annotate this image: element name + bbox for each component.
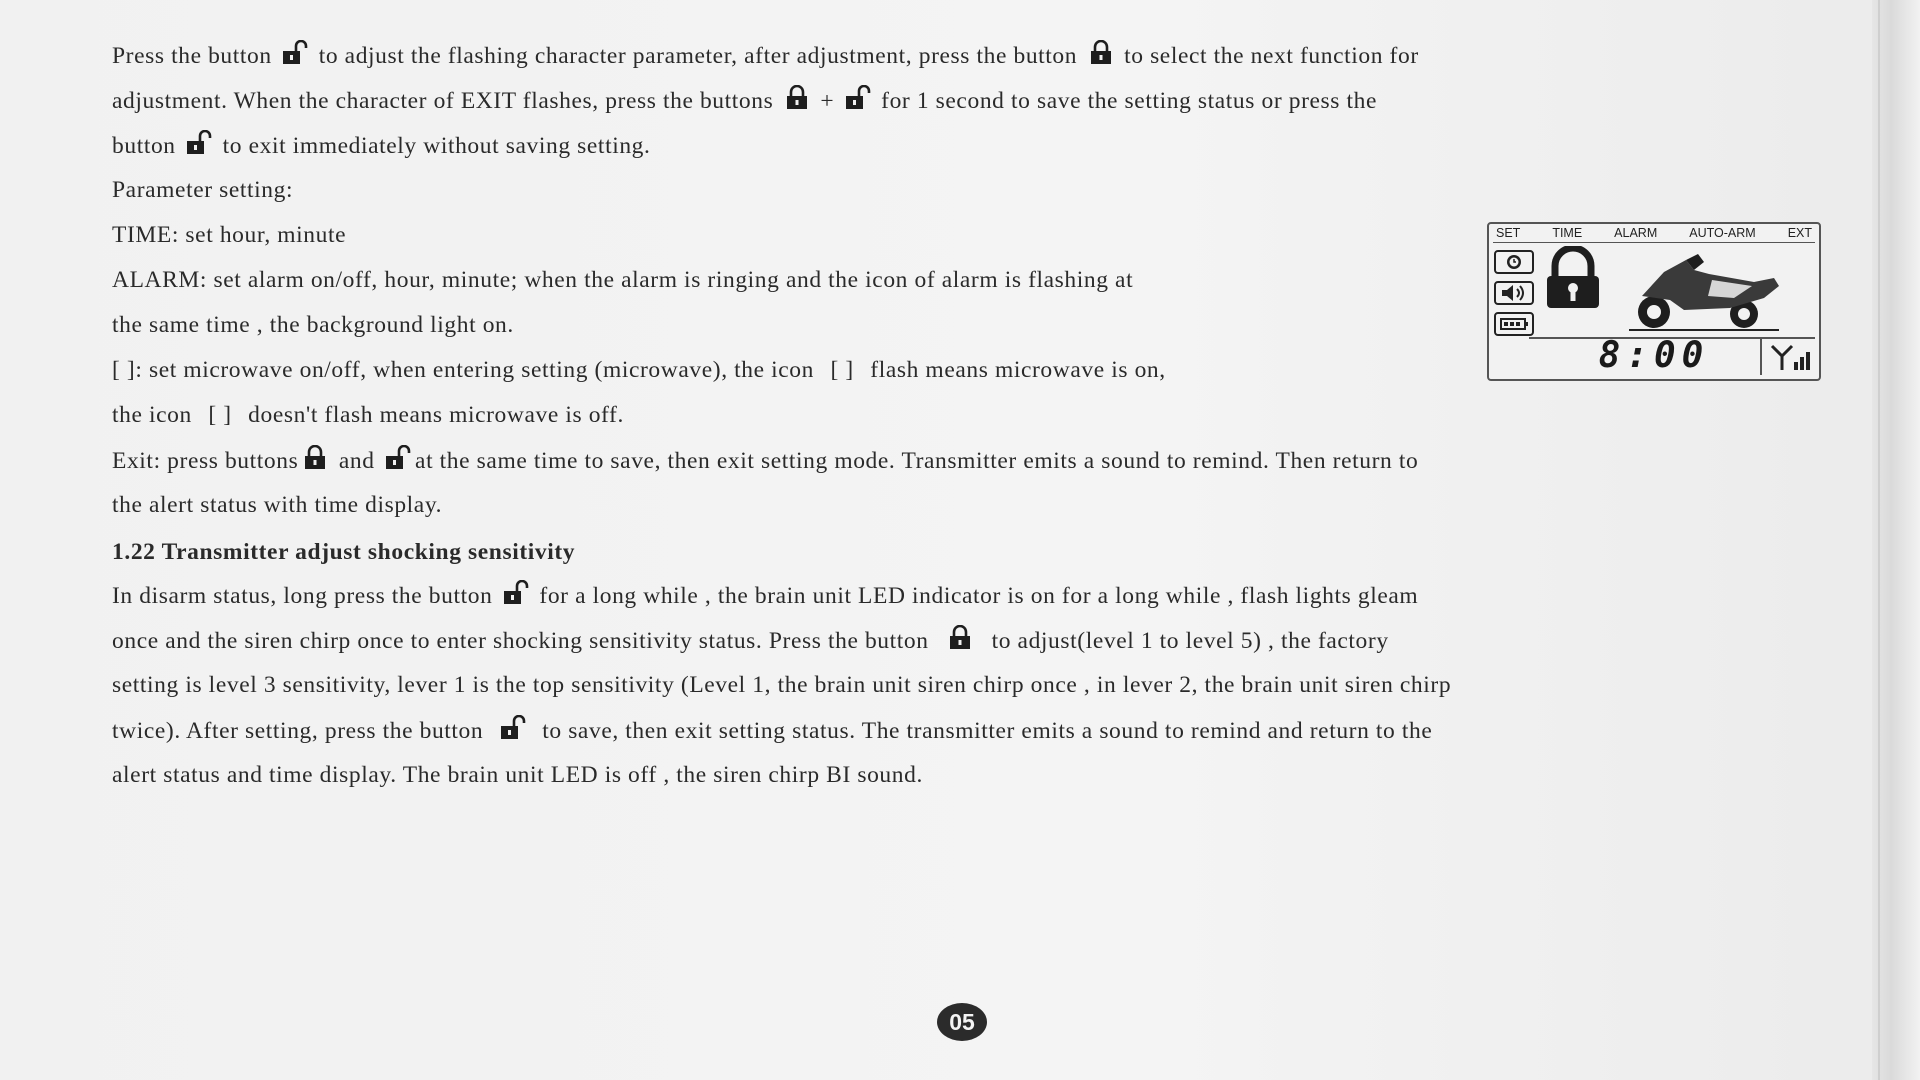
text-segment: and: [338, 448, 375, 474]
lcd-label-alarm: ALARM: [1614, 226, 1658, 240]
instruction-line: [112, 130, 651, 161]
section-heading: 1.22 Transmitter adjust shocking sensitivity: [112, 539, 576, 565]
instruction-line: [112, 40, 1419, 71]
lock-open-icon: [186, 130, 212, 156]
text-segment: In disarm status, long press the button: [112, 583, 493, 609]
alarm-parameter: ALARM: set alarm on/off, hour, minute; when the alarm is ringing and the icon of alarm is flashing at: [112, 267, 1134, 293]
bracket-symbol: [ ]: [208, 402, 232, 428]
exit-parameter: [112, 445, 1418, 476]
lock-open-icon: [845, 85, 871, 111]
text-segment: at the same time to save, then exit setting mode. Transmitter emits a sound to remind. Then return to: [415, 448, 1419, 474]
text-segment: to adjust the flashing character parameter, after adjustment, press the button: [318, 43, 1078, 69]
lcd-divider: [1760, 337, 1762, 375]
battery-icon: [1494, 312, 1534, 336]
lcd-label-ext: EXT: [1787, 226, 1812, 240]
bracket-symbol: [ ]: [830, 357, 854, 383]
padlock-icon: [1541, 246, 1605, 310]
text-segment: for 1 second to save the setting status or press the: [881, 88, 1378, 114]
text-segment: to select the next function for: [1124, 43, 1419, 69]
section-line: [112, 715, 1432, 746]
instruction-line: [112, 85, 1377, 116]
motorcycle-icon: [1624, 252, 1784, 334]
lock-closed-icon: [1088, 40, 1114, 66]
lock-closed-icon: [947, 625, 973, 651]
lcd-time-readout: 8:00: [1598, 335, 1710, 376]
section-line: [112, 580, 1418, 611]
alarm-parameter-continued: the same time , the background light on.: [112, 312, 514, 338]
lcd-label-auto-arm: AUTO-ARM: [1689, 226, 1756, 240]
lcd-label-time: TIME: [1552, 226, 1583, 240]
text-segment: Press the button: [112, 43, 272, 69]
page-fold-line: [1878, 0, 1880, 1080]
exit-parameter-continued: the alert status with time display.: [112, 492, 443, 518]
text-segment: adjustment. When the character of EXIT flashes, press the buttons: [112, 88, 774, 114]
lock-closed-icon: [302, 445, 328, 471]
text-segment: ]: set microwave on/off, when entering setting (microwave), the icon: [126, 357, 814, 383]
lock-open-icon: [500, 715, 526, 741]
text-segment: twice). After setting, press the button: [112, 718, 484, 744]
alarm-clock-icon: [1494, 250, 1534, 274]
speaker-icon: [1494, 281, 1534, 305]
section-line: setting is level 3 sensitivity, lever 1 is the top sensitivity (Level 1, the brain unit siren chirp once , in lever 2, the brain unit siren chirp: [112, 672, 1452, 698]
lcd-mode-labels: [1493, 226, 1815, 243]
text-segment: doesn't flash means microwave is off.: [248, 402, 624, 428]
time-parameter: TIME: set hour, minute: [112, 222, 347, 248]
text-segment: once and the siren chirp once to enter shocking sensitivity status. Press the button: [112, 628, 929, 654]
text-segment: button: [112, 133, 176, 159]
page-number: 05: [937, 1003, 987, 1041]
lcd-label-set: SET: [1496, 226, 1521, 240]
lcd-display-illustration: [1487, 222, 1821, 381]
lock-open-icon: [385, 445, 411, 471]
bracket-symbol: [: [112, 357, 121, 383]
lock-open-icon: [503, 580, 529, 606]
signal-antenna-icon: [1770, 342, 1812, 372]
text-segment: for a long while , the brain unit LED indicator is on for a long while , flash lights gleam: [539, 583, 1419, 609]
section-line: alert status and time display. The brain unit LED is off , the siren chirp BI sound.: [112, 762, 923, 788]
section-line: [112, 625, 1389, 656]
text-segment: to exit immediately without saving setting.: [222, 133, 651, 159]
text-segment: to adjust(level 1 to level 5) , the factory: [991, 628, 1389, 654]
microwave-parameter: [112, 355, 1166, 385]
text-segment: to save, then exit setting status. The transmitter emits a sound to remind and return to the: [542, 718, 1433, 744]
bleed-through-text: [960, 520, 965, 541]
microwave-parameter-continued: [112, 400, 624, 430]
plus-sign: +: [820, 88, 835, 114]
text-segment: flash means microwave is on,: [870, 357, 1166, 383]
text-segment: the icon: [112, 402, 192, 428]
parameter-setting-title: Parameter setting:: [112, 177, 294, 203]
lock-closed-icon: [784, 85, 810, 111]
lock-open-icon: [282, 40, 308, 66]
text-segment: Exit: press buttons: [112, 448, 299, 474]
